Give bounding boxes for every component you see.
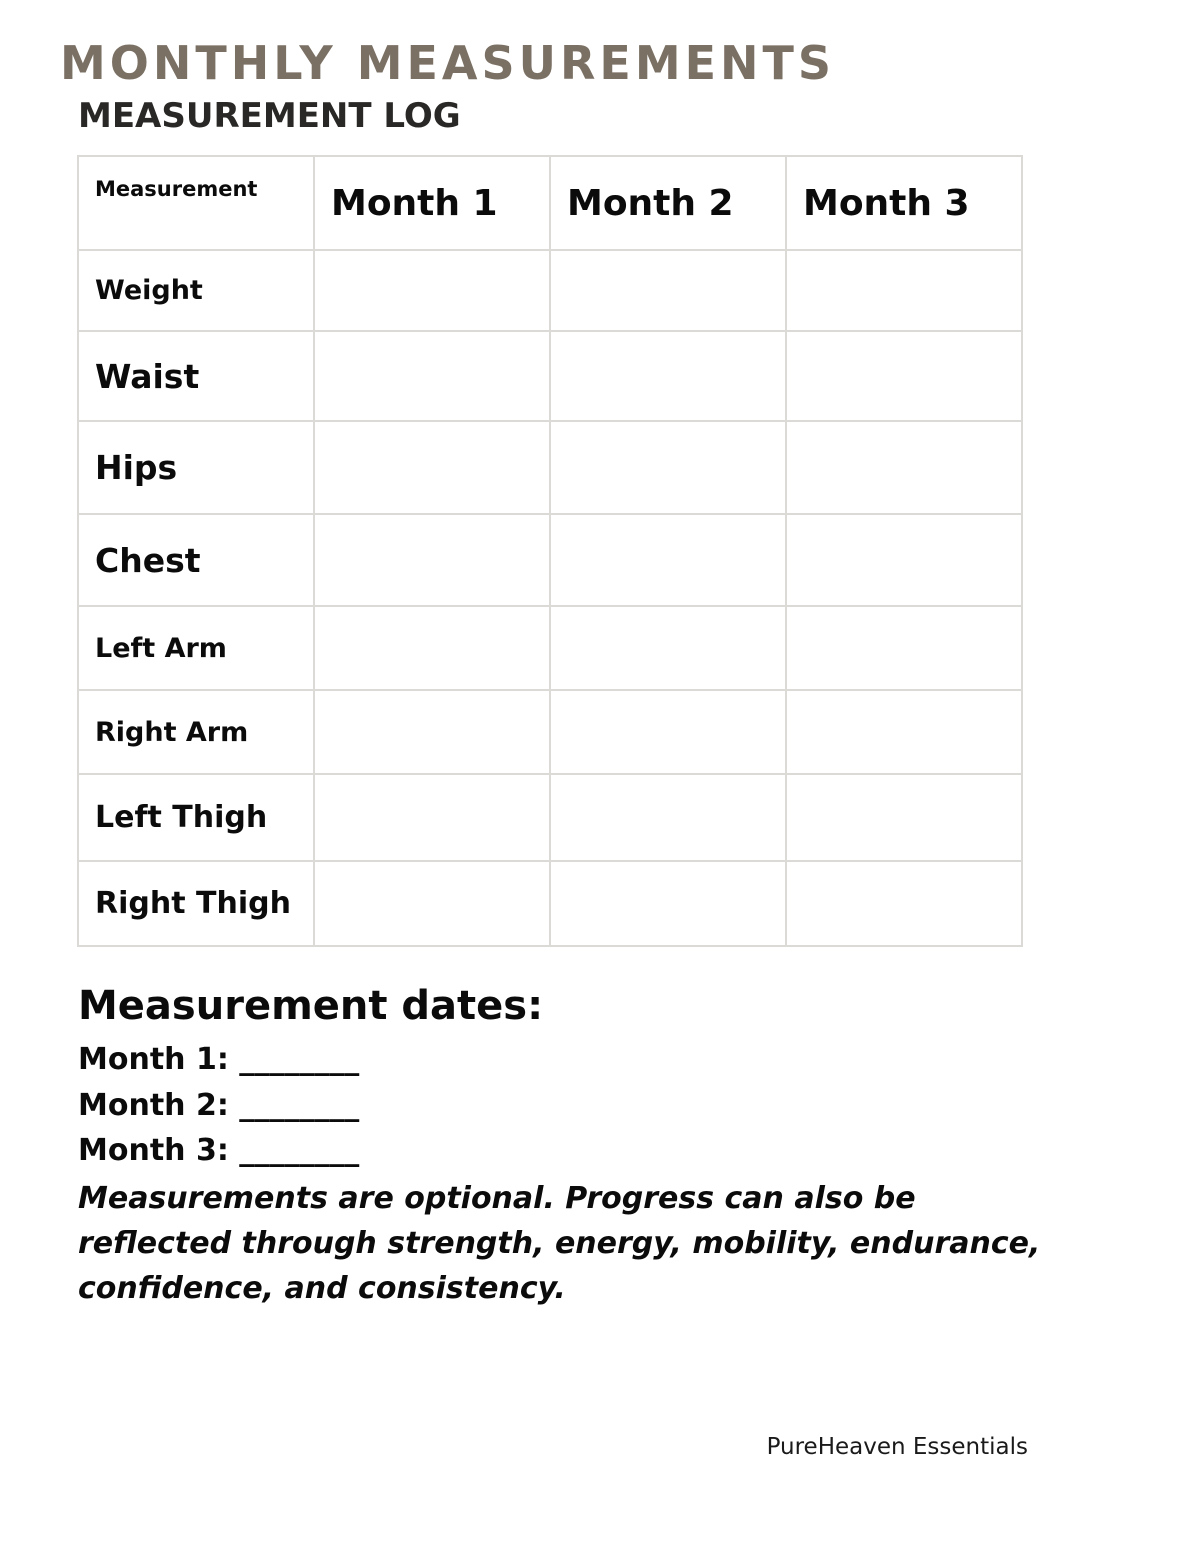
cell-right-arm-month-1[interactable] <box>314 690 550 774</box>
cell-chest-month-1[interactable] <box>314 514 550 606</box>
brand-footer: PureHeaven Essentials <box>766 1434 1028 1460</box>
table-row-left-thigh <box>78 774 1022 861</box>
cell-weight-month-1[interactable] <box>314 250 550 331</box>
column-header-measurement: Measurement <box>78 156 314 250</box>
row-label-weight: Weight <box>78 250 314 331</box>
date-line-month-1: Month 1: ________ <box>78 1042 360 1077</box>
date-line-month-2: Month 2: ________ <box>78 1088 360 1123</box>
row-label-right-arm: Right Arm <box>78 690 314 774</box>
measurement-dates-heading: Measurement dates: <box>78 983 544 1029</box>
table-row-weight <box>78 250 1022 331</box>
measurement-log-table <box>77 155 1023 947</box>
cell-right-arm-month-2[interactable] <box>550 690 786 774</box>
cell-hips-month-1[interactable] <box>314 421 550 514</box>
row-label-left-arm: Left Arm <box>78 606 314 690</box>
column-header-month-2: Month 2 <box>550 156 786 250</box>
row-label-chest: Chest <box>78 514 314 606</box>
cell-waist-month-2[interactable] <box>550 331 786 421</box>
cell-left-arm-month-2[interactable] <box>550 606 786 690</box>
cell-waist-month-3[interactable] <box>786 331 1022 421</box>
cell-left-thigh-month-3[interactable] <box>786 774 1022 861</box>
cell-waist-month-1[interactable] <box>314 331 550 421</box>
row-label-right-thigh: Right Thigh <box>78 861 314 946</box>
row-label-hips: Hips <box>78 421 314 514</box>
column-header-month-3: Month 3 <box>786 156 1022 250</box>
row-label-left-thigh: Left Thigh <box>78 774 314 861</box>
cell-right-thigh-month-1[interactable] <box>314 861 550 946</box>
optional-note: Measurements are optional. Progress can also be reflected through strength, energy, mobility, endurance, confidence, and consistency. <box>78 1181 1041 1306</box>
column-header-month-1: Month 1 <box>314 156 550 250</box>
table-row-right-thigh <box>78 861 1022 946</box>
cell-left-arm-month-3[interactable] <box>786 606 1022 690</box>
table-row-right-arm <box>78 690 1022 774</box>
date-line-month-3: Month 3: ________ <box>78 1133 360 1168</box>
cell-hips-month-3[interactable] <box>786 421 1022 514</box>
cell-right-thigh-month-3[interactable] <box>786 861 1022 946</box>
cell-left-thigh-month-1[interactable] <box>314 774 550 861</box>
cell-chest-month-2[interactable] <box>550 514 786 606</box>
table-row-chest <box>78 514 1022 606</box>
page-subtitle: MEASUREMENT LOG <box>78 96 461 136</box>
cell-right-arm-month-3[interactable] <box>786 690 1022 774</box>
cell-weight-month-3[interactable] <box>786 250 1022 331</box>
table-row-hips <box>78 421 1022 514</box>
table-row-left-arm <box>78 606 1022 690</box>
table-row-waist <box>78 331 1022 421</box>
cell-hips-month-2[interactable] <box>550 421 786 514</box>
cell-weight-month-2[interactable] <box>550 250 786 331</box>
cell-chest-month-3[interactable] <box>786 514 1022 606</box>
cell-left-arm-month-1[interactable] <box>314 606 550 690</box>
cell-right-thigh-month-2[interactable] <box>550 861 786 946</box>
page-title: MONTHLY MEASUREMENTS <box>60 36 836 90</box>
cell-left-thigh-month-2[interactable] <box>550 774 786 861</box>
row-label-waist: Waist <box>78 331 314 421</box>
table-header-row <box>78 156 1022 250</box>
